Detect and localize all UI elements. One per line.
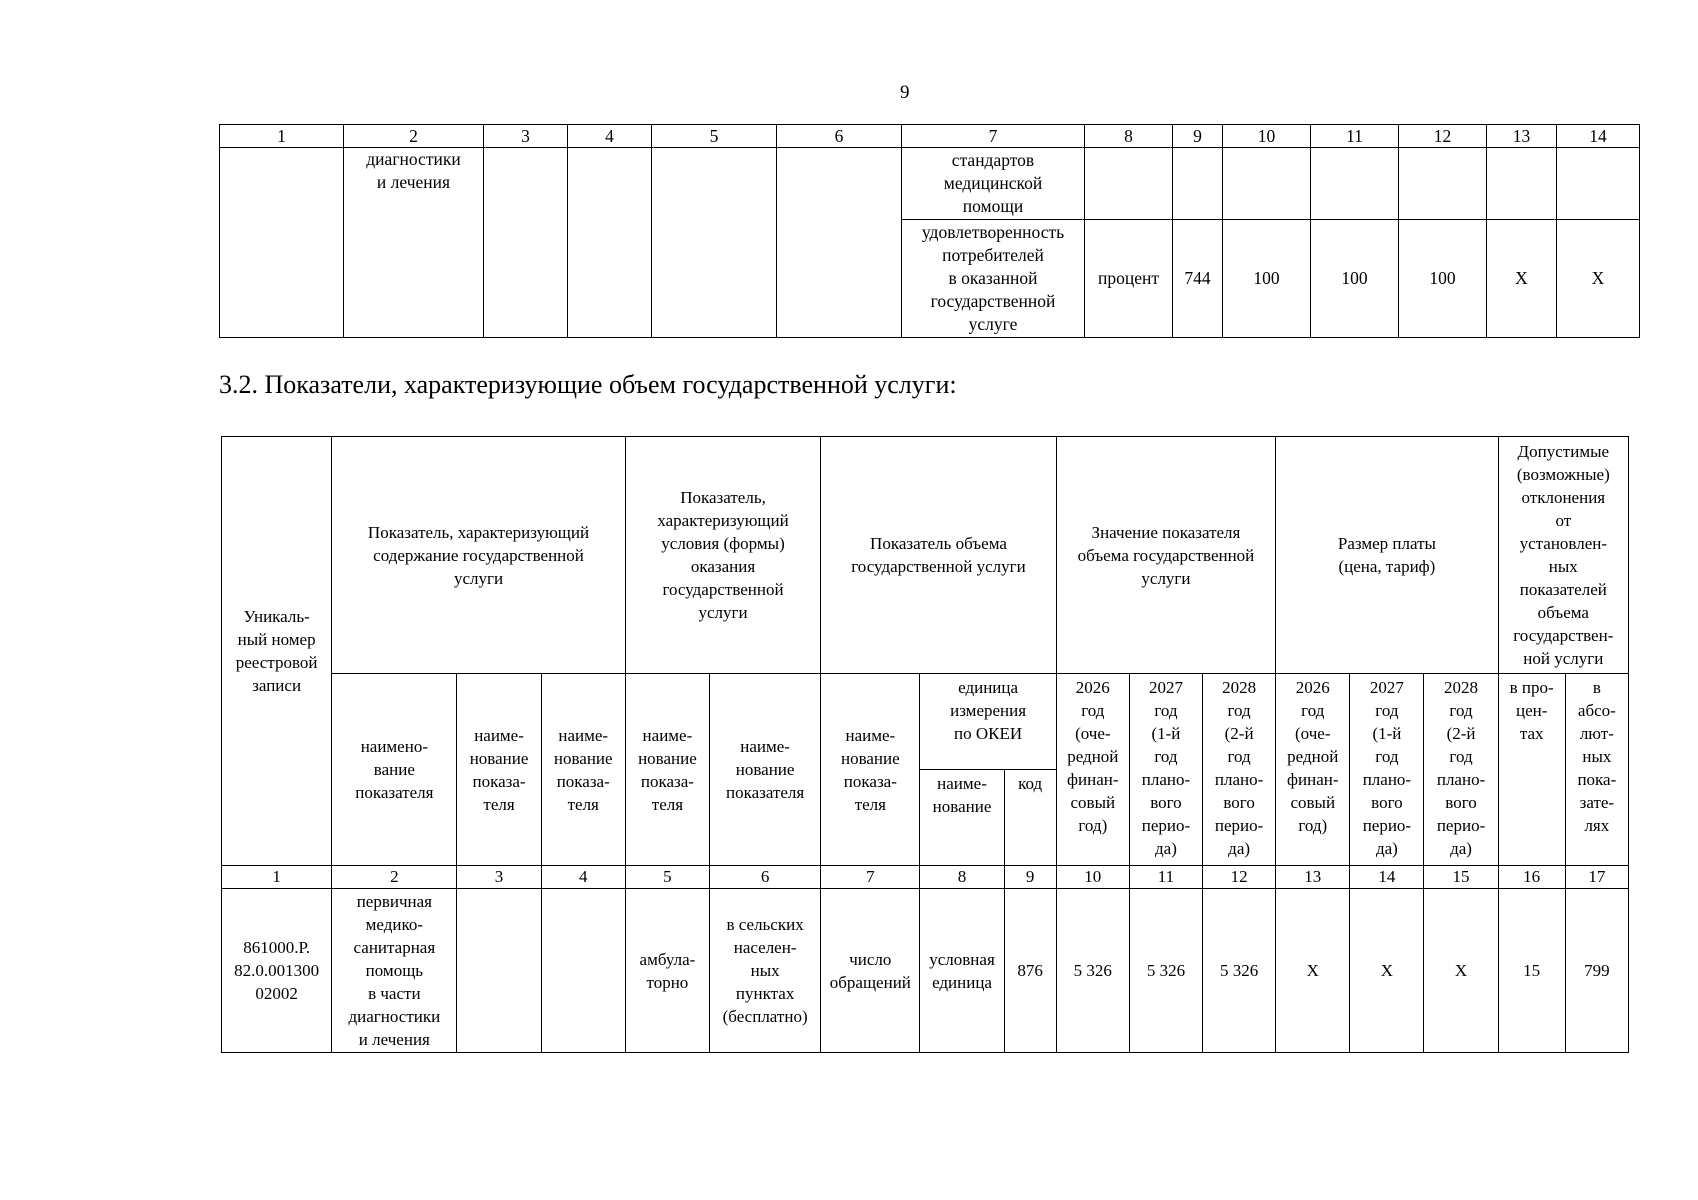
col-number: 1 [222,866,332,889]
volume-indicators-table [221,436,1629,1053]
table-row [220,148,1640,220]
fee-header: Размер платы (цена, тариф) [1276,437,1498,674]
unique-number-header: Уникаль- ный номер реестровой записи [222,437,332,866]
table-cell [1487,148,1557,220]
volume-name-cell: число обращений [821,889,920,1053]
col-number: 12 [1399,125,1487,148]
conditions-indicator-header: Показатель, характеризующий условия (формы) оказания государственной услуги [625,437,820,674]
value-cell: 100 [1223,220,1311,338]
content-name-header: наиме- нование показа- теля [457,674,541,866]
year-2027-header: 2027 год (1-й год плано- вого перио- да) [1129,674,1202,866]
col-number: 11 [1311,125,1399,148]
conditions-name-header: наиме- нование показателя [710,674,821,866]
col-number: 16 [1498,866,1565,889]
col-number: 4 [541,866,625,889]
deviation-pct-header: в про- цен- тах [1498,674,1565,866]
service-content-cell: диагностики и лечения [344,148,484,338]
col-number: 8 [920,866,1004,889]
table-cell [777,148,902,338]
deviation-header: Допустимые (возможные) отклонения от установлен- ных показателей объема государствен- ной услуги [1498,437,1628,674]
table-row [222,889,1629,1053]
col-number: 6 [777,125,902,148]
conditions-name-header: наиме- нование показа- теля [625,674,709,866]
col-number: 14 [1557,125,1640,148]
fee-2028-header: 2028 год (2-й год плано- вого перио- да) [1424,674,1498,866]
table-cell [568,148,652,338]
table-cell [1085,148,1173,220]
col-number: 4 [568,125,652,148]
content-name-header: наимено- вание показателя [332,674,457,866]
header-row [222,674,1629,770]
year-2028-header: 2028 год (2-й год плано- вого перио- да) [1203,674,1276,866]
col-number: 7 [821,866,920,889]
table-cell [1223,148,1311,220]
unit-okei-header: единица измерения по ОКЕИ [920,674,1056,770]
value-cell: 5 326 [1203,889,1276,1053]
table-cell [220,148,344,338]
col-number: 3 [457,866,541,889]
value-cell: 100 [1311,220,1399,338]
col-number: 10 [1056,866,1129,889]
continuation-table [219,124,1640,338]
content-cell [541,889,625,1053]
header-row [222,437,1629,674]
code-cell: 744 [1173,220,1223,338]
value-cell: 5 326 [1056,889,1129,1053]
col-number: 3 [484,125,568,148]
unit-name-header: наиме- нование [920,770,1004,866]
content-indicator-header: Показатель, характеризующий содержание государственной услуги [332,437,626,674]
col-number: 7 [902,125,1085,148]
col-number: 8 [1085,125,1173,148]
col-number: 10 [1223,125,1311,148]
col-number: 1 [220,125,344,148]
col-number: 9 [1004,866,1056,889]
table-cell [1557,148,1640,220]
col-number: 13 [1276,866,1350,889]
place-cell: в сельских населен- ных пунктах (бесплатно) [710,889,821,1053]
table-cell [652,148,777,338]
col-number: 15 [1424,866,1498,889]
content-name-header: наиме- нование показа- теля [541,674,625,866]
column-numbers-row [222,866,1629,889]
deviation-cell: X [1487,220,1557,338]
page-number: 9 [900,82,910,103]
unit-name-cell: условная единица [920,889,1004,1053]
content-cell [457,889,541,1053]
content-cell: первичная медико- санитарная помощь в части диагностики и лечения [332,889,457,1053]
table-cell [484,148,568,338]
table-cell [1173,148,1223,220]
table-cell [1311,148,1399,220]
value-cell: 5 326 [1129,889,1202,1053]
fee-cell: X [1350,889,1424,1053]
value-cell: 100 [1399,220,1487,338]
fee-2026-header: 2026 год (оче- редной финан- совый год) [1276,674,1350,866]
unique-number-cell: 861000.Р. 82.0.001300 02002 [222,889,332,1053]
value-indicator-header: Значение показателя объема государственной услуги [1056,437,1275,674]
volume-indicator-header: Показатель объема государственной услуги [821,437,1057,674]
col-number: 12 [1203,866,1276,889]
deviation-abs-header: в абсо- лют- ных пока- зате- лях [1565,674,1628,866]
col-number: 2 [344,125,484,148]
deviation-abs-cell: 799 [1565,889,1628,1053]
col-number: 5 [625,866,709,889]
deviation-cell: X [1557,220,1640,338]
col-number: 9 [1173,125,1223,148]
column-numbers-row [220,125,1640,148]
section-title: 3.2. Показатели, характеризующие объем государственной услуги: [219,370,957,399]
col-number: 2 [332,866,457,889]
fee-cell: X [1424,889,1498,1053]
fee-2027-header: 2027 год (1-й год плано- вого перио- да) [1350,674,1424,866]
col-number: 13 [1487,125,1557,148]
col-number: 14 [1350,866,1424,889]
col-number: 6 [710,866,821,889]
indicator-name-cell: удовлетворенность потребителей в оказанной государственной услуге [902,220,1085,338]
form-cell: амбула- торно [625,889,709,1053]
year-2026-header: 2026 год (оче- редной финан- совый год) [1056,674,1129,866]
col-number: 5 [652,125,777,148]
volume-name-header: наиме- нование показа- теля [821,674,920,866]
unit-code-header: код [1004,770,1056,866]
fee-cell: X [1276,889,1350,1053]
col-number: 11 [1129,866,1202,889]
unit-code-cell: 876 [1004,889,1056,1053]
indicator-name-cell: стандартов медицинской помощи [902,148,1085,220]
unit-cell: процент [1085,220,1173,338]
table-cell [1399,148,1487,220]
deviation-pct-cell: 15 [1498,889,1565,1053]
col-number: 17 [1565,866,1628,889]
